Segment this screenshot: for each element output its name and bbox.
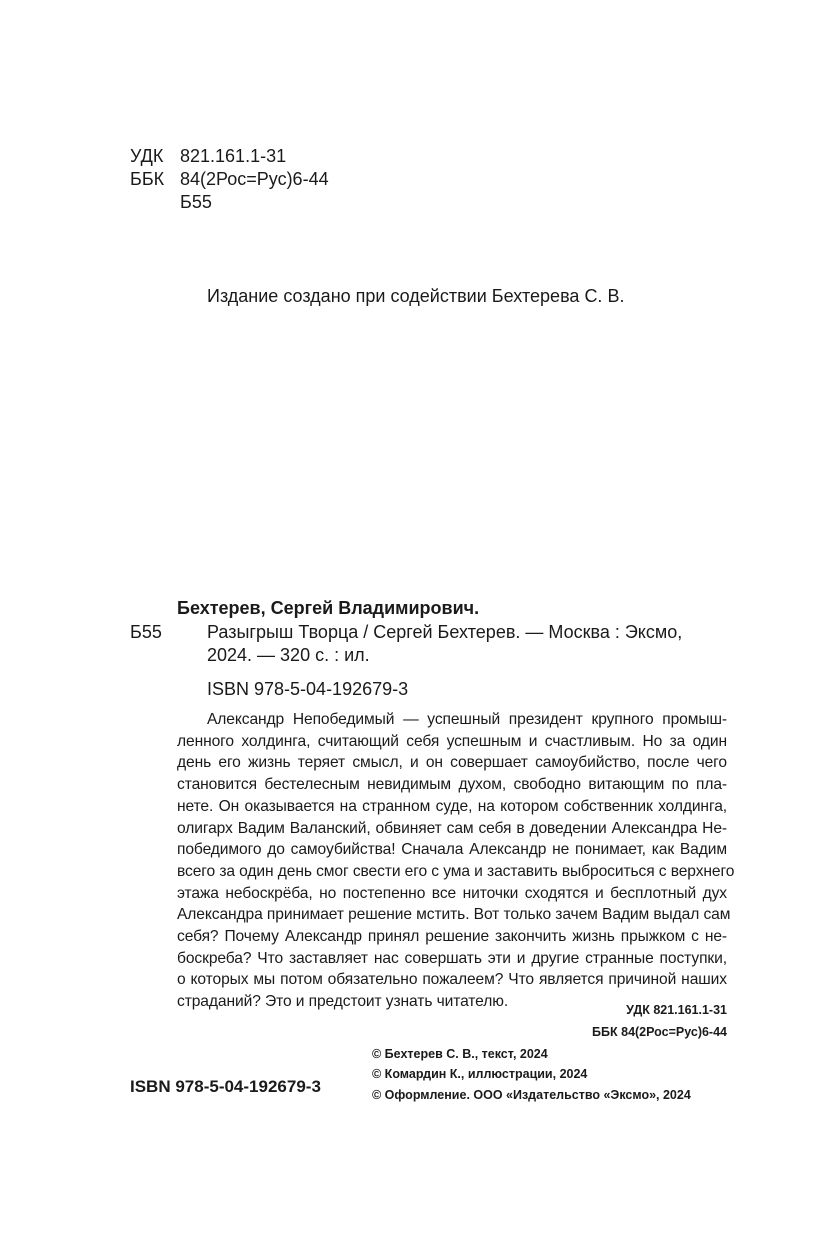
title-line-1: Разыгрыш Творца / Сергей Бехтерев. — Москва : Эксмо, [207, 622, 683, 642]
isbn-line: ISBN 978-5-04-192679-3 [207, 679, 409, 699]
footer-bbk: ББК 84(2Рос=Рус)6-44 [592, 1025, 727, 1039]
bbk-label: ББК [130, 169, 165, 189]
annotation-line: Александра принимает решение мстить. Вот только зачем Вадим выдал сам [177, 906, 731, 923]
annotation-line: ленного холдинга, считающий себя успешным и счастливым. Но за один [177, 733, 727, 750]
credit-line: Издание создано при содействии Бехтерева С. В. [207, 286, 625, 306]
author-heading: Бехтерев, Сергей Владимирович. [177, 598, 480, 618]
annotation-line: себя? Почему Александр принял решение закончить жизнь прыжком с не- [177, 928, 727, 945]
annotation-line: этажа небоскрёба, но постепенно все ниточки сходятся и бесплотный дух [177, 885, 727, 902]
copyright-illustrations: © Комардин К., иллюстрации, 2024 [372, 1067, 588, 1081]
annotation-line: Александр Непобедимый — успешный президент крупного промыш- [207, 711, 727, 728]
copyright-text: © Бехтерев С. В., текст, 2024 [372, 1047, 548, 1061]
annotation-line: о которых мы потом обязательно пожалеем? Что является причиной наших [177, 971, 727, 988]
author-mark-top: Б55 [180, 192, 212, 212]
udk-value: 821.161.1-31 [180, 146, 287, 166]
bbk-value: 84(2Рос=Рус)6-44 [180, 169, 329, 189]
annotation-line: победимого до самоубийства! Сначала Александр не понимает, как Вадим [177, 841, 727, 858]
footer-udk: УДК 821.161.1-31 [626, 1003, 727, 1017]
annotation-line: боскреба? Что заставляет нас совершать эти и другие странные поступки, [177, 950, 727, 967]
annotation-line: день его жизнь теряет смысл, и он совершает самоубийство, после чего [177, 754, 727, 771]
author-mark: Б55 [130, 622, 162, 642]
title-line-2: 2024. — 320 с. : ил. [207, 645, 370, 665]
udk-label: УДК [130, 146, 164, 166]
isbn-bottom: ISBN 978-5-04-192679-3 [130, 1077, 321, 1096]
annotation-line: страданий? Это и предстоит узнать читателю. [177, 993, 509, 1010]
annotation-line: становится бестелесным невидимым духом, свободно витающим по пла- [177, 776, 727, 793]
annotation-line: нете. Он оказывается на странном суде, на котором собственник холдинга, [177, 798, 727, 815]
annotation-line: олигарх Вадим Валанский, обвиняет сам себя в доведении Александра Не- [177, 820, 727, 837]
copyright-design: © Оформление. ООО «Издательство «Эксмо», 2024 [372, 1088, 691, 1102]
annotation-line: всего за один день смог свести его с ума и заставить выброситься с верхнего [177, 863, 735, 880]
